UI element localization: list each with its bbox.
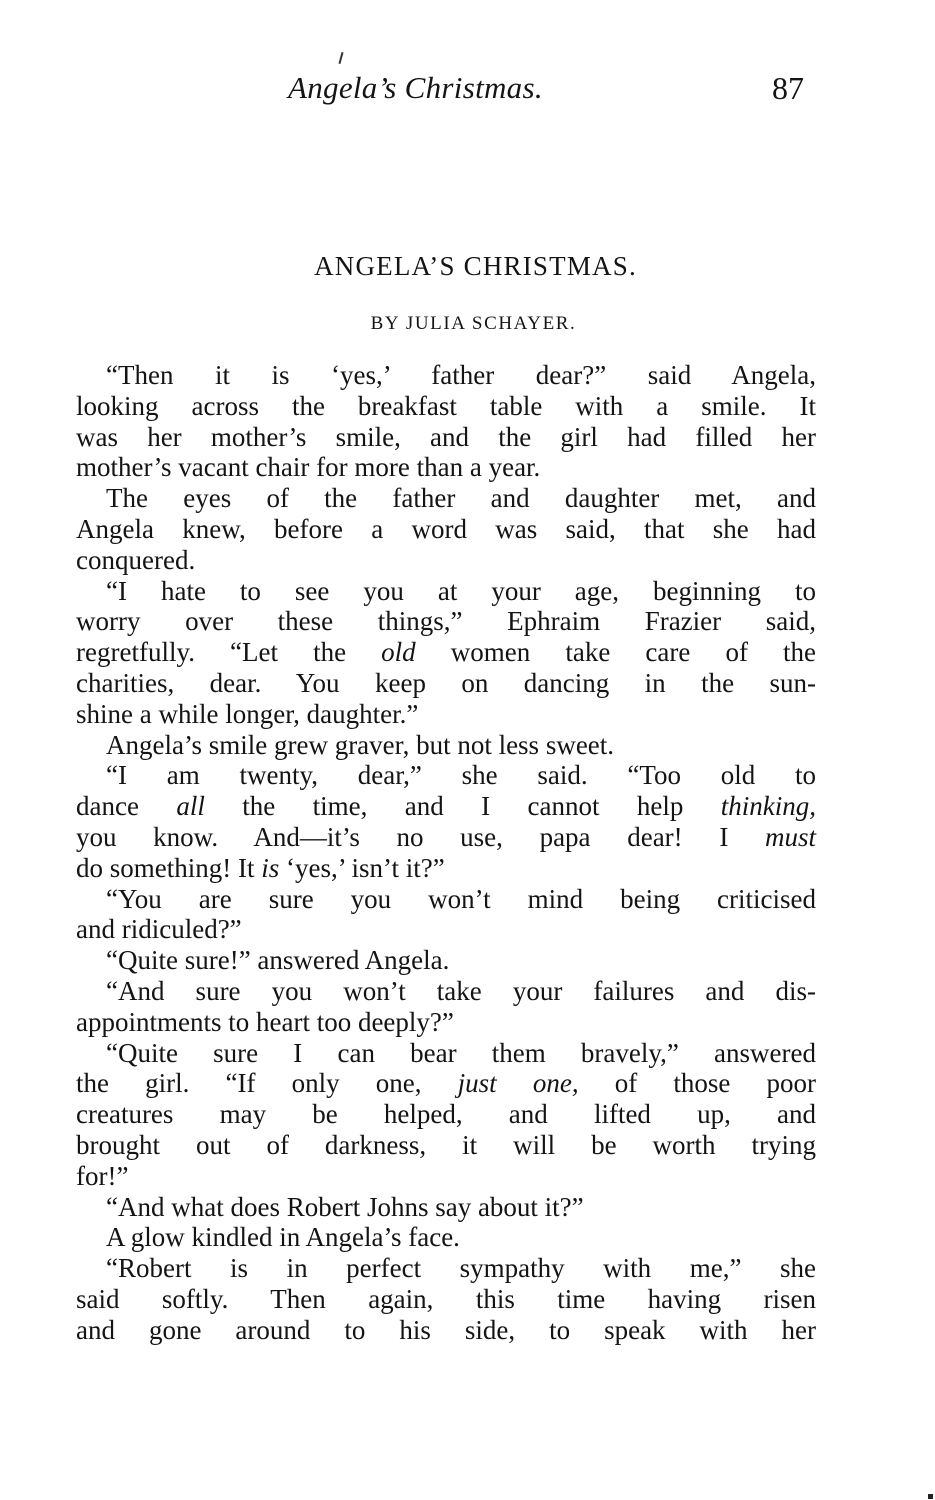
story-title: ANGELA’S CHRISTMAS. xyxy=(314,251,637,281)
body-line: shine a while longer, daughter.” xyxy=(76,698,419,729)
body-line: “You are sure you won’t mind being criticised xyxy=(106,883,816,914)
body-line: do something! It is ‘yes,’ isn’t it?” xyxy=(76,852,445,883)
running-head-title: Angela’s Christmas. xyxy=(288,70,543,105)
body-line: Angela’s smile grew graver, but not less sweet. xyxy=(106,729,615,760)
body-line: and gone around to his side, to speak with her xyxy=(76,1314,816,1345)
body-line: regretfully. “Let the old women take care of the xyxy=(76,637,817,668)
body-line: creatures may be helped, and lifted up, and xyxy=(76,1099,816,1130)
body-line: The eyes of the father and daughter met, and xyxy=(106,483,816,514)
body-line: was her mother’s smile, and the girl had filled her xyxy=(76,421,816,452)
body-line: Angela knew, before a word was said, that she had xyxy=(76,513,816,544)
body-line: “And what does Robert Johns say about it?” xyxy=(106,1191,584,1222)
story-body xyxy=(76,360,816,1346)
story-byline: BY JULIA SCHAYER. xyxy=(370,313,577,334)
body-line: said softly. Then again, this time having risen xyxy=(76,1283,816,1314)
body-line: conquered. xyxy=(76,544,196,575)
stray-ink-mark xyxy=(338,52,343,64)
body-line: and ridiculed?” xyxy=(76,914,242,945)
body-line: looking across the breakfast table with a smile. It xyxy=(76,390,816,421)
body-line: brought out of darkness, it will be worth trying xyxy=(76,1129,816,1160)
body-line: “Robert is in perfect sympathy with me,” she xyxy=(106,1253,816,1284)
body-line: “I hate to see you at your age, beginning to xyxy=(106,575,816,606)
body-line: dance all the time, and I cannot help thinking, xyxy=(76,791,816,822)
body-line: charities, dear. You keep on dancing in the sun- xyxy=(76,667,816,698)
body-line: “Then it is ‘yes,’ father dear?” said Angela, xyxy=(106,360,816,390)
page-number: 87 xyxy=(772,70,804,106)
body-line: the girl. “If only one, just one, of those poor xyxy=(76,1068,816,1099)
body-line: “I am twenty, dear,” she said. “Too old to xyxy=(106,760,816,791)
body-line: A glow kindled in Angela’s face. xyxy=(106,1222,460,1253)
body-line: “Quite sure!” answered Angela. xyxy=(106,945,450,976)
body-line: worry over these things,” Ephraim Frazier said, xyxy=(76,606,816,637)
body-line: appointments to heart too deeply?” xyxy=(76,1006,454,1037)
body-line: you know. And—it’s no use, papa dear! I must xyxy=(76,821,816,852)
body-line: “Quite sure I can bear them bravely,” answered xyxy=(106,1037,816,1068)
body-line: for!” xyxy=(76,1160,129,1191)
scan-edge-mark xyxy=(928,1494,933,1499)
body-line: mother’s vacant chair for more than a year. xyxy=(76,452,541,483)
body-line: “And sure you won’t take your failures and dis- xyxy=(106,975,816,1006)
